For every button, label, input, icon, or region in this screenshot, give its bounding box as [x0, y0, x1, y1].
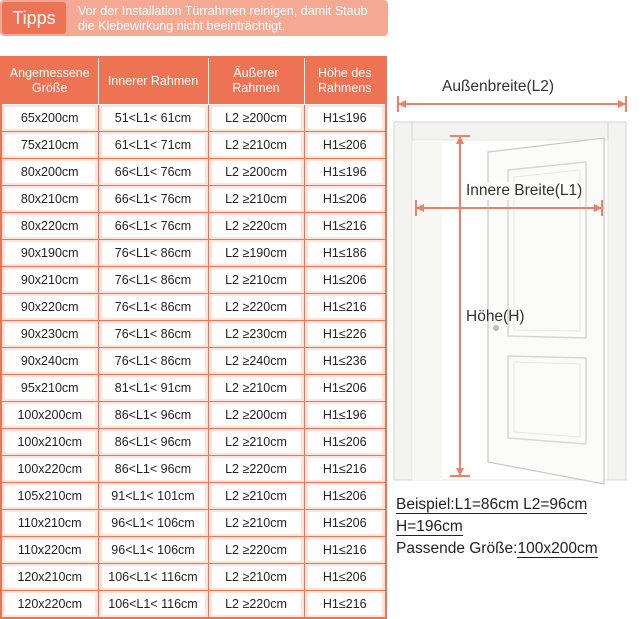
frame-height-cell-text: H1≤236 — [308, 350, 383, 372]
table-row — [1, 321, 386, 348]
inner-frame-cell — [98, 105, 208, 132]
outer-frame-cell-text: L2 ≥220cm — [212, 215, 301, 237]
inner-frame-cell-text: 106<L1< 116cm — [102, 593, 205, 615]
size-cell-text: 90x220cm — [5, 296, 95, 318]
inner-frame-cell-text: 76<L1< 86cm — [102, 350, 205, 372]
inner-frame-cell-text: 86<L1< 96cm — [102, 431, 205, 453]
frame-height-cell — [304, 294, 386, 321]
outer-frame-cell-text: L2 ≥210cm — [212, 188, 301, 210]
size-cell — [1, 267, 98, 294]
inner-frame-cell — [98, 375, 208, 402]
example-line-1: Beispiel:L1=86cm L2=96cm — [396, 496, 588, 513]
size-cell — [1, 402, 98, 429]
header-inner-frame: Innerer Rahmen — [98, 57, 208, 105]
inner-frame-cell — [98, 429, 208, 456]
outer-frame-cell — [208, 564, 304, 591]
inner-frame-cell — [98, 456, 208, 483]
outer-frame-cell — [208, 213, 304, 240]
size-cell — [1, 483, 98, 510]
tips-banner — [0, 0, 388, 36]
size-cell-text: 100x200cm — [5, 404, 95, 426]
table-body — [1, 105, 386, 619]
inner-frame-cell — [98, 483, 208, 510]
table-row — [1, 105, 386, 132]
tips-text: Vor der Installation Türrahmen reinigen, damit Staub die Klebewirkung nicht beeinträchtigt. — [78, 4, 368, 33]
inner-frame-cell-text: 86<L1< 96cm — [102, 458, 205, 480]
outer-frame-cell-text: L2 ≥210cm — [212, 512, 301, 534]
outer-frame-cell — [208, 348, 304, 375]
inner-frame-cell — [98, 537, 208, 564]
size-cell — [1, 213, 98, 240]
table-row — [1, 402, 386, 429]
outer-frame-cell-text: L2 ≥210cm — [212, 431, 301, 453]
frame-height-cell-text: H1≤206 — [308, 188, 383, 210]
inner-frame-cell-text: 86<L1< 96cm — [102, 404, 205, 426]
tips-badge: Tipps — [2, 2, 66, 34]
size-cell-text: 90x210cm — [5, 269, 95, 291]
table-row — [1, 483, 386, 510]
inner-frame-cell — [98, 348, 208, 375]
size-cell-text: 120x220cm — [5, 593, 95, 615]
inner-width-label: Innere Breite(L1) — [466, 182, 583, 199]
frame-height-cell-text: H1≤216 — [308, 215, 383, 237]
frame-height-cell-text: H1≤206 — [308, 431, 383, 453]
outer-frame-cell — [208, 159, 304, 186]
header-size: Angemessene Größe — [1, 57, 98, 105]
door-diagram — [390, 60, 640, 490]
inner-frame-cell-text: 96<L1< 106cm — [102, 539, 205, 561]
outer-width-label: Außenbreite(L2) — [442, 78, 555, 95]
size-cell — [1, 186, 98, 213]
frame-height-cell — [304, 186, 386, 213]
outer-frame-cell-text: L2 ≥190cm — [212, 242, 301, 264]
outer-frame-cell-text: L2 ≥210cm — [212, 269, 301, 291]
size-cell-text: 80x210cm — [5, 188, 95, 210]
inner-frame-cell-text: 96<L1< 106cm — [102, 512, 205, 534]
inner-frame-cell — [98, 240, 208, 267]
size-cell — [1, 375, 98, 402]
header-outer-frame: Äußerer Rahmen — [208, 57, 304, 105]
size-table — [0, 56, 387, 619]
example-fit-label: Passende Größe: — [396, 540, 518, 557]
size-cell — [1, 537, 98, 564]
outer-frame-cell — [208, 105, 304, 132]
inner-frame-cell — [98, 267, 208, 294]
inner-frame-cell-text: 61<L1< 71cm — [102, 134, 205, 156]
frame-height-cell-text: H1≤206 — [308, 377, 383, 399]
outer-frame-cell — [208, 402, 304, 429]
frame-height-cell-text: H1≤216 — [308, 593, 383, 615]
frame-height-cell-text: H1≤186 — [308, 242, 383, 264]
inner-frame-cell-text: 91<L1< 101cm — [102, 485, 205, 507]
frame-height-cell — [304, 402, 386, 429]
inner-frame-cell — [98, 294, 208, 321]
frame-height-cell-text: H1≤206 — [308, 512, 383, 534]
outer-frame-cell — [208, 267, 304, 294]
size-cell-text: 95x210cm — [5, 377, 95, 399]
size-cell-text: 110x220cm — [5, 539, 95, 561]
frame-height-cell-text: H1≤196 — [308, 161, 383, 183]
frame-height-cell-text: H1≤206 — [308, 485, 383, 507]
size-cell-text: 80x220cm — [5, 215, 95, 237]
inner-frame-cell — [98, 213, 208, 240]
outer-frame-cell — [208, 510, 304, 537]
size-cell-text: 65x200cm — [5, 107, 95, 129]
outer-frame-cell — [208, 375, 304, 402]
inner-frame-cell-text: 76<L1< 86cm — [102, 323, 205, 345]
inner-frame-cell-text: 81<L1< 91cm — [102, 377, 205, 399]
frame-height-cell-text: H1≤216 — [308, 296, 383, 318]
frame-height-cell — [304, 375, 386, 402]
frame-height-cell-text: H1≤206 — [308, 269, 383, 291]
table-row — [1, 267, 386, 294]
table-row — [1, 348, 386, 375]
inner-frame-cell-text: 76<L1< 86cm — [102, 269, 205, 291]
frame-height-cell-text: H1≤226 — [308, 323, 383, 345]
size-cell — [1, 105, 98, 132]
inner-frame-cell — [98, 321, 208, 348]
outer-frame-cell — [208, 537, 304, 564]
frame-height-cell — [304, 240, 386, 267]
frame-height-cell-text: H1≤216 — [308, 539, 383, 561]
inner-frame-cell — [98, 159, 208, 186]
table-row — [1, 564, 386, 591]
outer-frame-cell — [208, 294, 304, 321]
inner-frame-cell — [98, 132, 208, 159]
outer-frame-cell-text: L2 ≥210cm — [212, 134, 301, 156]
size-cell-text: 100x210cm — [5, 431, 95, 453]
outer-frame-cell — [208, 429, 304, 456]
outer-frame-cell-text: L2 ≥210cm — [212, 485, 301, 507]
frame-height-cell — [304, 159, 386, 186]
outer-frame-cell-text: L2 ≥210cm — [212, 377, 301, 399]
frame-height-cell — [304, 267, 386, 294]
frame-height-cell-text: H1≤206 — [308, 566, 383, 588]
inner-frame-cell-text: 66<L1< 76cm — [102, 188, 205, 210]
size-cell — [1, 294, 98, 321]
outer-frame-cell-text: L2 ≥200cm — [212, 107, 301, 129]
inner-frame-cell — [98, 186, 208, 213]
size-cell — [1, 132, 98, 159]
outer-frame-cell-text: L2 ≥210cm — [212, 566, 301, 588]
frame-height-cell — [304, 105, 386, 132]
frame-height-cell — [304, 510, 386, 537]
table-row — [1, 537, 386, 564]
size-cell — [1, 564, 98, 591]
table-row — [1, 159, 386, 186]
size-cell-text: 90x240cm — [5, 350, 95, 372]
frame-height-cell — [304, 429, 386, 456]
size-cell-text: 75x210cm — [5, 134, 95, 156]
frame-height-cell-text: H1≤206 — [308, 134, 383, 156]
outer-frame-cell-text: L2 ≥220cm — [212, 296, 301, 318]
table-header-row — [1, 57, 386, 105]
table-row — [1, 294, 386, 321]
outer-frame-cell-text: L2 ≥230cm — [212, 323, 301, 345]
outer-frame-cell-text: L2 ≥220cm — [212, 593, 301, 615]
outer-frame-cell — [208, 186, 304, 213]
inner-frame-cell-text: 66<L1< 76cm — [102, 215, 205, 237]
size-cell — [1, 510, 98, 537]
outer-frame-cell-text: L2 ≥240cm — [212, 350, 301, 372]
height-label: Höhe(H) — [466, 308, 525, 325]
size-cell — [1, 159, 98, 186]
size-cell-text: 90x230cm — [5, 323, 95, 345]
size-cell-text: 105x210cm — [5, 485, 95, 507]
frame-height-cell — [304, 564, 386, 591]
table-row — [1, 132, 386, 159]
outer-frame-cell — [208, 456, 304, 483]
table-row — [1, 375, 386, 402]
frame-height-cell — [304, 348, 386, 375]
frame-height-cell — [304, 483, 386, 510]
size-cell — [1, 456, 98, 483]
table-row — [1, 240, 386, 267]
outer-frame-cell-text: L2 ≥220cm — [212, 539, 301, 561]
outer-frame-cell — [208, 132, 304, 159]
size-cell-text: 90x190cm — [5, 242, 95, 264]
size-cell-text: 80x200cm — [5, 161, 95, 183]
header-frame-height: Höhe des Rahmens — [304, 57, 386, 105]
inner-frame-cell-text: 106<L1< 116cm — [102, 566, 205, 588]
outer-frame-cell-text: L2 ≥200cm — [212, 404, 301, 426]
outer-frame-cell-text: L2 ≥200cm — [212, 161, 301, 183]
size-cell-text: 100x220cm — [5, 458, 95, 480]
frame-height-cell — [304, 132, 386, 159]
inner-frame-cell — [98, 564, 208, 591]
size-cell — [1, 348, 98, 375]
frame-height-cell-text: H1≤196 — [308, 404, 383, 426]
table-row — [1, 213, 386, 240]
example-fit-size: 100x200cm — [517, 540, 598, 557]
inner-frame-cell-text: 76<L1< 86cm — [102, 242, 205, 264]
table-row — [1, 510, 386, 537]
inner-frame-cell-text: 51<L1< 61cm — [102, 107, 205, 129]
outer-width-arrow — [398, 96, 626, 112]
table-row — [1, 429, 386, 456]
size-cell — [1, 240, 98, 267]
frame-height-cell — [304, 321, 386, 348]
size-cell — [1, 429, 98, 456]
frame-height-cell-text: H1≤216 — [308, 458, 383, 480]
example-block — [396, 494, 640, 560]
frame-height-cell — [304, 213, 386, 240]
outer-frame-cell-text: L2 ≥220cm — [212, 458, 301, 480]
outer-frame-cell — [208, 321, 304, 348]
example-line-2: H=196cm — [396, 518, 463, 535]
table-row — [1, 456, 386, 483]
inner-frame-cell — [98, 510, 208, 537]
frame-height-cell — [304, 456, 386, 483]
inner-frame-cell-text: 66<L1< 76cm — [102, 161, 205, 183]
inner-frame-cell — [98, 402, 208, 429]
outer-frame-cell — [208, 483, 304, 510]
table-row — [1, 186, 386, 213]
size-cell-text: 110x210cm — [5, 512, 95, 534]
inner-frame-cell-text: 76<L1< 86cm — [102, 296, 205, 318]
frame-height-cell — [304, 537, 386, 564]
size-cell — [1, 321, 98, 348]
outer-frame-cell — [208, 240, 304, 267]
frame-height-cell-text: H1≤196 — [308, 107, 383, 129]
size-cell-text: 120x210cm — [5, 566, 95, 588]
door-illustration — [390, 60, 640, 490]
